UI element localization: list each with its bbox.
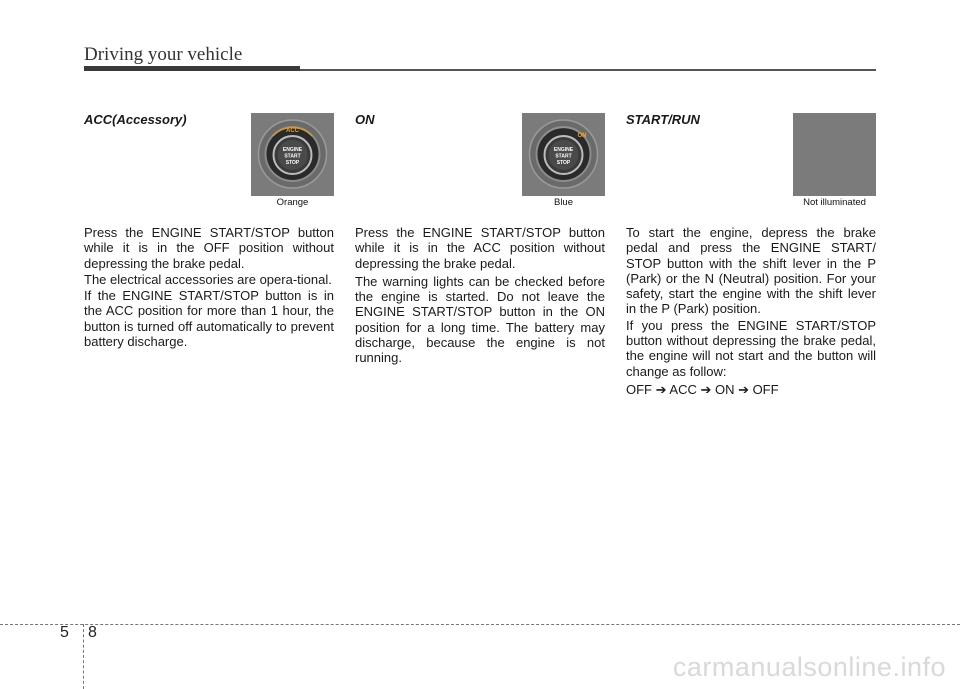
paragraph: If you press the ENGINE START/STOP button without depressing the brake pedal, the engine will not start and the button will change as follow: (626, 317, 876, 379)
section-start-run (626, 110, 876, 397)
section-heading: ON (355, 112, 375, 127)
paragraph: To start the engine, depress the brake pedal and press the ENGINE START/ STOP button with the shift lever in the P (Park) or the N (Neutral) position. For your safety, start the engine with the shift lever in the P (Park) position. (626, 225, 876, 317)
acc-indicator-label: ACC (286, 128, 299, 134)
button-text-line: STOP (285, 160, 300, 166)
button-text-line: ENGINE (282, 147, 303, 153)
state-sequence: OFF ➔ ACC ➔ ON ➔ OFF (626, 381, 779, 397)
figure-caption: Orange (251, 196, 334, 210)
button-text-line: START (555, 153, 572, 160)
header-rule-thick (84, 66, 300, 71)
section-on (355, 110, 605, 366)
section-body (355, 225, 605, 367)
figure-caption: Not illuminated (793, 196, 876, 210)
on-indicator-label: ON (577, 133, 587, 139)
section-heading: START/RUN (626, 112, 700, 127)
header-rule-thin (300, 69, 876, 71)
start-run-figure-placeholder (793, 113, 876, 210)
paragraph: Press the ENGINE START/STOP button while it is in the ACC position without depressing the brake pedal. (355, 225, 605, 271)
acc-button-figure (251, 113, 334, 210)
chapter-number: 5 (60, 624, 69, 641)
section-body (84, 225, 334, 350)
paragraph: Press the ENGINE START/STOP button while it is in the OFF position without depressing the brake pedal. (84, 225, 334, 271)
watermark-url: carmanualsonline.info (672, 652, 946, 682)
section-heading: ACC(Accessory) (84, 112, 187, 127)
paragraph: The warning lights can be checked before the engine is started. Do not leave the ENGINE START/STOP button in the ON position for a long time. The battery may discharge, because the engine is not running. (355, 273, 605, 366)
section-acc (84, 110, 334, 350)
button-text-line: ENGINE (553, 147, 574, 153)
section-body (626, 225, 876, 398)
page-header-title: Driving your vehicle (84, 44, 243, 65)
button-text-line: START (284, 153, 301, 160)
figure-caption: Blue (522, 196, 605, 210)
button-text-line: STOP (556, 160, 571, 166)
paragraph: If the ENGINE START/STOP button is in the ACC position for more than 1 hour, the button is turned off automatically to prevent battery discharge. (84, 288, 334, 350)
page-number: 8 (88, 624, 97, 641)
engine-start-stop-button-icon (522, 113, 605, 196)
on-button-figure (522, 113, 605, 210)
footer-divider-horizontal (0, 624, 960, 625)
footer-divider-vertical (83, 624, 84, 689)
paragraph: The electrical accessories are opera-tional. (84, 271, 332, 287)
engine-start-stop-button-icon (251, 113, 334, 196)
